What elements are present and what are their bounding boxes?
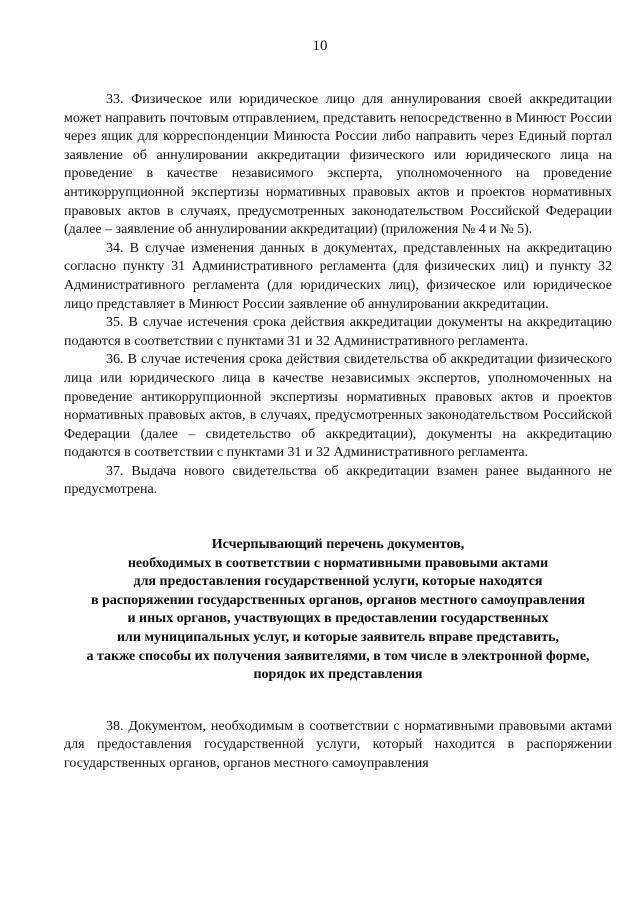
page-number: 10 [312,38,328,54]
section-heading-line: порядок их представления [253,667,423,683]
section-heading-line: и иных органов, участвующих в предоставлении государственных [127,611,549,627]
section-heading-line: в распоряжении государственных органов, органов местного самоуправления [91,592,585,608]
paragraph-38: 38. Документом, необходимым в соответствии с нормативными правовыми актами для предоставления государственной услуги, который находится в распоряжении государственных органов, органов местного самоуправления [64,718,612,771]
section-heading-line: или муниципальных услуг, и которые заявитель вправе представить, [116,630,560,646]
section-heading-line: необходимых в соответствии с нормативными правовыми актами [127,555,549,571]
section-heading-line: для предоставления государственной услуги, которые находятся [133,574,543,590]
section-heading [64,536,612,685]
paragraph-35: 35. В случае истечения срока действия аккредитации документы на аккредитацию подаются в соответствии с пунктами 31 и 32 Административного регламента. [64,315,612,349]
section-heading-line: Исчерпывающий перечень документов, [211,537,465,553]
document-body [64,91,612,774]
paragraph-34: 34. В случае изменения данных в документах, представленных на аккредитацию согласно пункту 31 Административного регламента (для физических лиц) и пункту 32 Административного регламента (для юридических лиц), физическое или юридическое лицо представляет в Минюст России заявление об аннулировании аккредитации. [64,240,612,312]
section-heading-line: а также способы их получения заявителями, в том числе в электронной форме, [86,648,590,664]
paragraph-33: 33. Физическое или юридическое лицо для аннулирования своей аккредитации может направить почтовым отправлением, представить непосредственно в Минюст России через ящик для корреспонденции Минюста России либо направить через Единый портал заявление об аннулировании аккредитации физического или юридического лица на проведение в качестве независимого эксперта, уполномоченного на проведение антикоррупционной экспертизы нормативных правовых актов и проектов нормативных правовых актов в случаях, предусмотренных законодательством Российской Федерации (далее – заявление об аннулировании аккредитации) (приложения № 4 и № 5). [64,92,612,238]
paragraph-37: 37. Выдача нового свидетельства об аккредитации взамен ранее выданного не предусмотрена. [64,463,612,498]
paragraph-36: 36. В случае истечения срока действия свидетельства об аккредитации физического лица или юридического лица в качестве независимых экспертов, уполномоченных на проведение антикоррупционной экспертизы нормативных правовых актов и проектов нормативных правовых актов, в случаях, предусмотренных законодательством Российской Федерации (далее – свидетельство об аккредитации), документы на аккредитацию подаются в соответствии с пунктами 31 и 32 Административного регламента. [64,352,612,461]
